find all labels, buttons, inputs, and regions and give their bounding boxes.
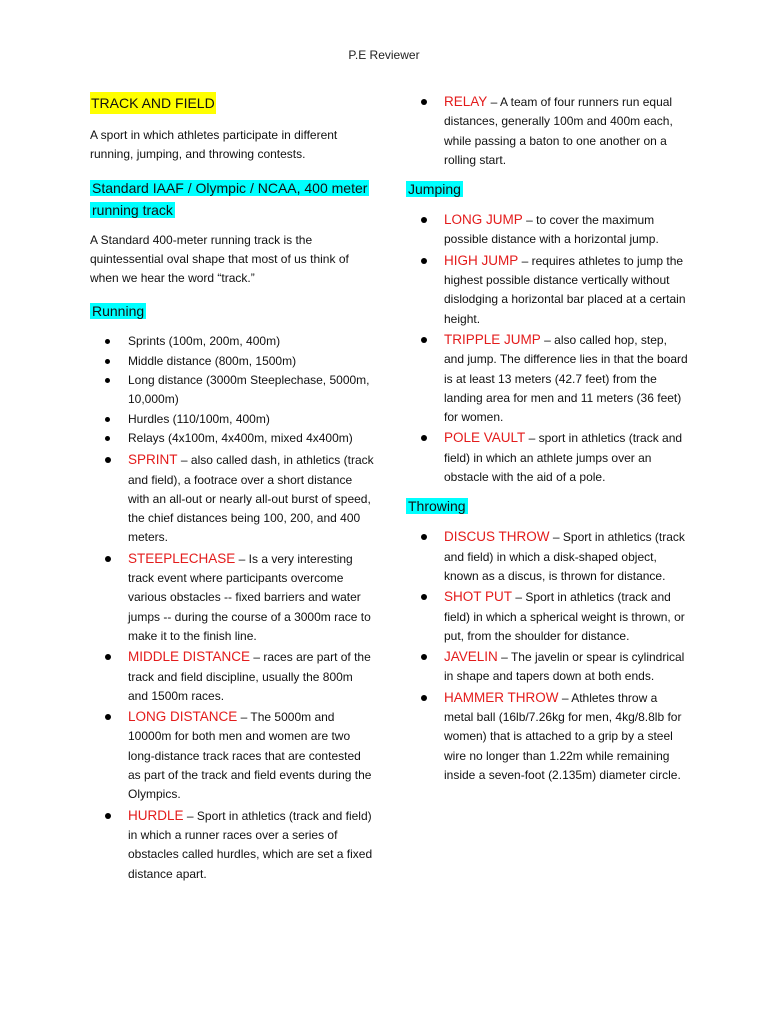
term-item-shot-put: SHOT PUT – Sport in athletics (track and field) in which a spherical weight is thrown, or put, from the shoulder for distance. xyxy=(406,587,688,646)
term-definition: The 5000m and 10000m for both men and women are two long-distance track races that are contested as part of the track and field events during the Olympics. xyxy=(128,710,372,802)
term-item-high-jump: HIGH JUMP – requires athletes to jump the highest possible distance vertically without dislodging a horizontal bar placed at a certain height. xyxy=(406,251,688,329)
list-item: Long distance (3000m Steeplechase, 5000m, 10,000m) xyxy=(90,371,376,410)
throwing-terms-list xyxy=(406,527,688,785)
term-definition: Sport in athletics (track and field) in which a disk-shaped object, known as a discus, is thrown for distance. xyxy=(444,530,685,583)
term-item-sprint: SPRINT – also called dash, in athletics (track and field), a footrace over a short distance with an all-out or nearly all-out burst of speed, the chief distances being 100, 200, and 400 meters. xyxy=(90,450,376,547)
term-label: DISCUS THROW xyxy=(444,529,550,545)
jumping-terms-list xyxy=(406,210,688,487)
term-item-middle-distance: MIDDLE DISTANCE – races are part of the track and field discipline, usually the 800m and 1500m races. xyxy=(90,647,376,706)
throwing-heading-text: Throwing xyxy=(408,498,466,515)
term-label: JAVELIN xyxy=(444,649,498,665)
list-item: Middle distance (800m, 1500m) xyxy=(90,352,376,371)
running-heading-text: Running xyxy=(92,303,145,320)
term-definition: races are part of the track and field discipline, usually the 800m and 1500m races. xyxy=(128,650,371,703)
term-item-hammer-throw: HAMMER THROW – Athletes throw a metal ball (16lb/7.26kg for men, 4kg/8.8lb for women) that is attached to a grip by a steel wire no longer than 1.22m while remaining inside a seven-foot (2.135m) diameter circle. xyxy=(406,688,688,785)
term-label: SPRINT xyxy=(128,452,178,468)
term-label: LONG DISTANCE xyxy=(128,709,238,725)
throwing-heading xyxy=(406,495,688,517)
term-label: STEEPLECHASE xyxy=(128,550,236,566)
term-item-steeplechase: STEEPLECHASE – Is a very interesting track event where participants overcome various obstacles -- fixed barriers and water jumps -- during the course of a 3000m race to make it to the finish line. xyxy=(90,549,376,646)
term-definition: Is a very interesting track event where participants overcome various obstacles -- fixed barriers and water jumps -- during the course of a 3000m race to make it to the finish line. xyxy=(128,551,371,643)
term-definition: Sport in athletics (track and field) in which a runner races over a series of obstacles called hurdles, which are set a fixed distance apart. xyxy=(128,808,373,881)
term-definition: requires athletes to jump the highest possible distance vertically without dislodging a horizontal bar placed at a certain height. xyxy=(444,253,686,326)
term-definition: A team of four runners run equal distances, generally 100m and 400m each, while passing a baton to one another on a rolling start. xyxy=(444,95,673,167)
jumping-heading-text: Jumping xyxy=(408,181,461,198)
term-item-relay: RELAY – A team of four runners run equal distances, generally 100m and 400m each, while passing a baton to one another on a rolling start. xyxy=(406,92,688,170)
term-item-javelin: JAVELIN – The javelin or spear is cylindrical in shape and tapers down at both ends. xyxy=(406,647,688,687)
list-item: Hurdles (110/100m, 400m) xyxy=(90,410,376,429)
section-title-track-and-field: TRACK AND FIELD xyxy=(90,92,216,114)
term-definition: sport in athletics (track and field) in which an athlete jumps over an obstacle with the aid of a pole. xyxy=(444,431,683,485)
relay-list xyxy=(406,92,688,170)
running-events-list xyxy=(90,332,376,448)
term-label: HAMMER THROW xyxy=(444,689,559,705)
term-label: HIGH JUMP xyxy=(444,252,519,268)
term-definition: to cover the maximum possible distance with a horizontal jump. xyxy=(444,213,659,247)
track-paragraph: A Standard 400-meter running track is the quintessential oval shape that most of us think of when we hear the word “track.” xyxy=(90,232,349,286)
term-definition: The javelin or spear is cylindrical in shape and tapers down at both ends. xyxy=(444,650,685,684)
track-heading xyxy=(90,177,376,221)
left-column xyxy=(90,92,376,885)
list-item: Sprints (100m, 200m, 400m) xyxy=(90,332,376,351)
intro-paragraph: A sport in which athletes participate in different running, jumping, and throwing contests. xyxy=(90,128,338,162)
term-label: POLE VAULT xyxy=(444,430,526,446)
running-heading xyxy=(90,300,376,322)
term-label: RELAY xyxy=(444,94,488,109)
document-header: P.E Reviewer xyxy=(348,48,420,62)
term-item-pole-vault: POLE VAULT – sport in athletics (track and field) in which an athlete jumps over an obstacle with the aid of a pole. xyxy=(406,428,688,487)
term-item-long-distance: LONG DISTANCE – The 5000m and 10000m for both men and women are two long-distance track races that are contested as part of the track and field events during the Olympics. xyxy=(90,707,376,804)
term-definition: Sport in athletics (track and field) in which a spherical weight is thrown, or put, from the shoulder for distance. xyxy=(444,590,685,643)
term-label: LONG JUMP xyxy=(444,212,523,228)
right-column xyxy=(406,92,688,786)
term-item-tripple-jump: TRIPPLE JUMP – also called hop, step, and jump. The difference lies in that the board is at least 13 meters (42.7 feet) from the landing area for men and 11 meters (36 feet) for women. xyxy=(406,330,688,427)
term-label: HURDLE xyxy=(128,807,184,823)
jumping-heading xyxy=(406,178,688,200)
term-definition: Athletes throw a metal ball (16lb/7.26kg for men, 4kg/8.8lb for women) that is attached to a grip by a steel wire no longer than 1.22m while remaining inside a seven-foot (2.135m) diameter circle. xyxy=(444,690,682,782)
term-label: MIDDLE DISTANCE xyxy=(128,649,251,665)
term-item-discus-throw: DISCUS THROW – Sport in athletics (track and field) in which a disk-shaped object, known as a discus, is thrown for distance. xyxy=(406,527,688,586)
term-label: SHOT PUT xyxy=(444,589,513,605)
track-heading-text: Standard IAAF / Olympic / NCAA, 400 meter running track xyxy=(92,179,368,218)
term-label: TRIPPLE JUMP xyxy=(444,331,541,347)
term-item-long-jump: LONG JUMP – to cover the maximum possible distance with a horizontal jump. xyxy=(406,210,688,250)
term-definition: also called hop, step, and jump. The difference lies in that the board is at least 13 meters (42.7 feet) from the landing area for men and 11 meters (36 feet) for women. xyxy=(444,332,688,425)
term-item-hurdle: HURDLE – Sport in athletics (track and field) in which a runner races over a series of obstacles called hurdles, which are set a fixed distance apart. xyxy=(90,806,376,884)
term-definition: also called dash, in athletics (track and field), a footrace over a short distance with an all-out or nearly all-out burst of speed, the chief distances being 100, 200, and 400 meters. xyxy=(128,453,374,545)
list-item: Relays (4x100m, 4x400m, mixed 4x400m) xyxy=(90,429,376,448)
running-terms-list xyxy=(90,450,376,884)
